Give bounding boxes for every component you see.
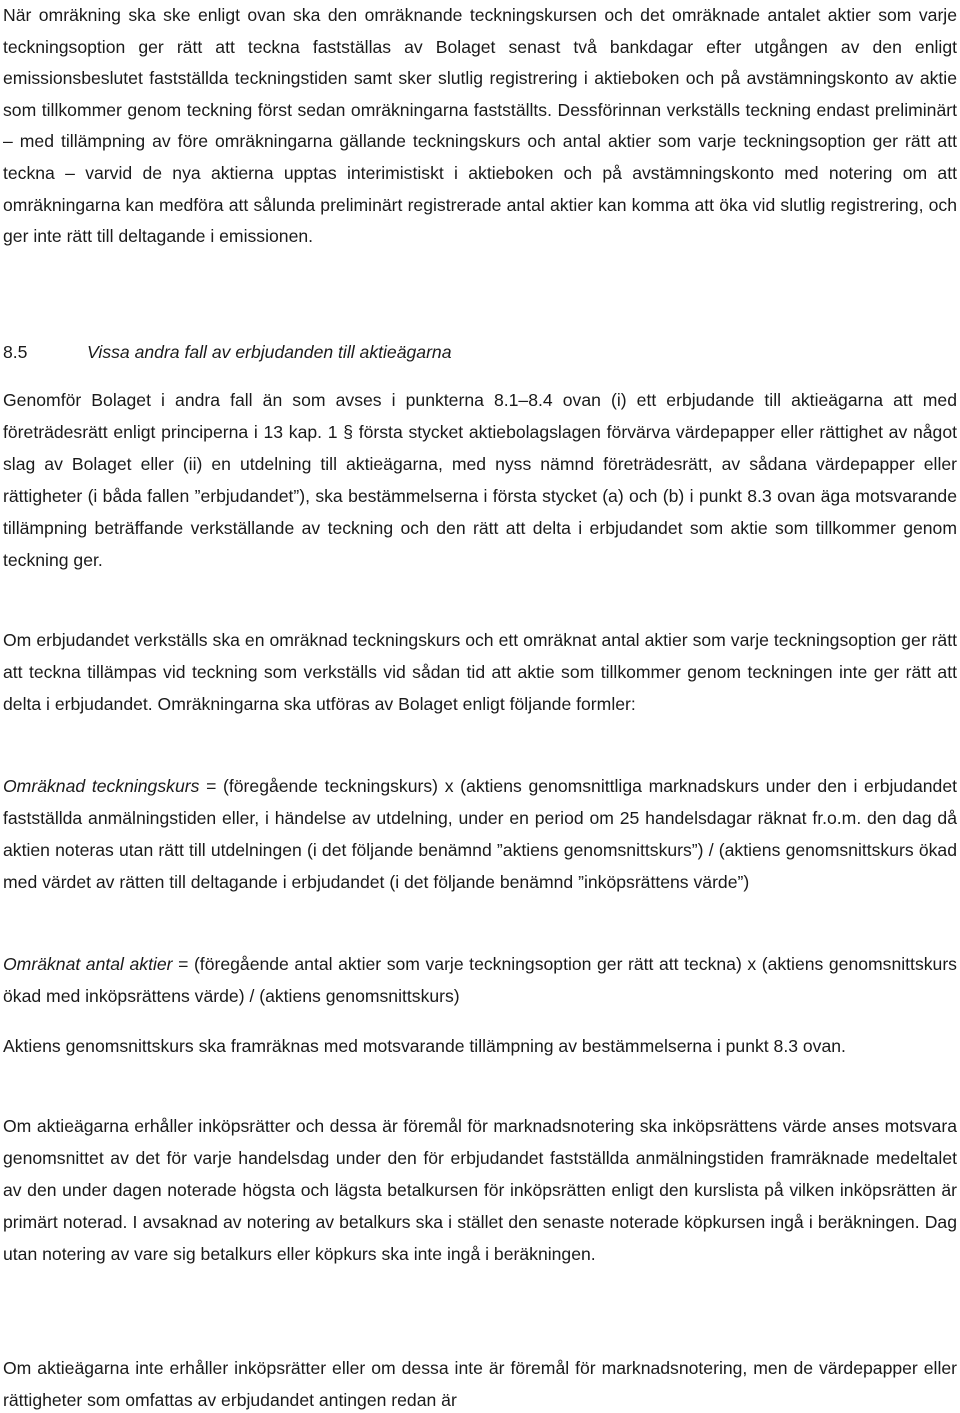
formula-label-price: Omräknad teckningskurs [3,776,200,796]
paragraph-purchase-rights-value: Om aktieägarna erhåller inköpsrätter och dessa är föremål för marknadsnotering ska inköpsrättens värde anses motsvara genomsnittet av det för varje handelsdag under den för erbjudandet fastställda anmälningstiden framräknade medeltalet av den under dagen noterade högsta och lägsta betalkursen för inköpsrätten enligt den kurslista på vilken inköpsrätten är primärt noterad. I avsaknad av notering av betalkurs ska i stället den senaste noterade köpkursen ingå i beräkningen. Dag utan notering av vare sig betalkurs eller köpkurs ska inte ingå i beräkningen. [3,1116,957,1264]
formula-subscription-price [0,770,960,898]
paragraph-other-offers: Genomför Bolaget i andra fall än som avses i punkterna 8.1–8.4 ovan (i) ett erbjudande till aktieägarna att med företrädesrätt enligt principerna i 13 kap. 1 § första stycket aktiebolagslagen förvärva värdepapper eller rättighet av något slag av Bolaget eller (ii) en utdelning till aktieägarna, med nyss nämnd företrädesrätt, av sådana värdepapper eller rättigheter (i båda fallen ”erbjudandet”), ska bestämmelserna i första stycket (a) och (b) i punkt 8.3 ovan äga motsvarande tillämpning beträffande verkställande av teckning och den rätt att delta i erbjudandet som aktie som tillkommer genom teckning ger. [3,390,957,570]
formula-text-shares: = (föregående antal aktier som varje teckningsoption ger rätt att teckna) x (aktiens genomsnittskurs ökad med inköpsrättens värde) / (aktiens genomsnittskurs) [3,954,957,1006]
paragraph-recalculation-timing: När omräkning ska ske enligt ovan ska den omräknande teckningskursen och det omräknade antalet aktier som varje teckningsoption ger rätt att teckna fastställas av Bolaget senast två bankdagar efter utgången av den enligt emissionsbeslutet fastställda teckningstiden samt sker slutlig registrering i aktieboken och på avstämningskonto av aktie som tillkommer genom teckning först sedan omräkningarna fastställts. Dessförinnan verkställs teckning endast preliminärt – med tillämpning av före omräkningarna gällande teckningskurs och antal aktier som varje teckningsoption ger rätt att teckna – varvid de nya aktierna upptas interimistiskt i aktieboken och på avstämningskonto med notering om att omräkningarna kan medföra att sålunda preliminärt registrerade antal aktier kan komma att öka vid slutlig registrering, och ger inte rätt till deltagande i emissionen. [3,5,957,247]
formula-share-count [0,948,960,1012]
section-number: 8.5 [3,342,28,362]
section-title: Vissa andra fall av erbjudanden till aktieägarna [87,342,452,362]
section-heading [3,336,943,368]
formula-text-price: = (föregående teckningskurs) x (aktiens genomsnittliga marknadskurs under den i erbjudandet fastställda anmälningstiden eller, i händelse av utdelning, under en period om 25 handelsdagar räknat fr.o.m. den dag då aktien noteras utan rätt till utdelningen (i det följande benämnd ”aktiens genomsnittskurs”) / (aktiens genomsnittskurs ökad med värdet av rätten till deltagande i erbjudandet (i det följande benämnd ”inköpsrättens värde”) [3,776,957,892]
paragraph-average-price: Aktiens genomsnittskurs ska framräknas med motsvarande tillämpning av bestämmelserna i punkt 8.3 ovan. [3,1036,846,1056]
paragraph-no-purchase-rights: Om aktieägarna inte erhåller inköpsrätter eller om dessa inte är föremål för marknadsnotering, men de värdepapper eller rättigheter som omfattas av erbjudandet antingen redan är [3,1358,957,1410]
formula-label-shares: Omräknat antal aktier [3,954,173,974]
paragraph-offer-execution: Om erbjudandet verkställs ska en omräknad teckningskurs och ett omräknat antal aktier som varje teckningsoption ger rätt att teckna tillämpas vid teckning som verkställs vid sådan tid att aktie som tillkommer genom teckningen inte ger rätt att delta i erbjudandet. Omräkningarna ska utföras av Bolaget enligt följande formler: [3,630,957,714]
